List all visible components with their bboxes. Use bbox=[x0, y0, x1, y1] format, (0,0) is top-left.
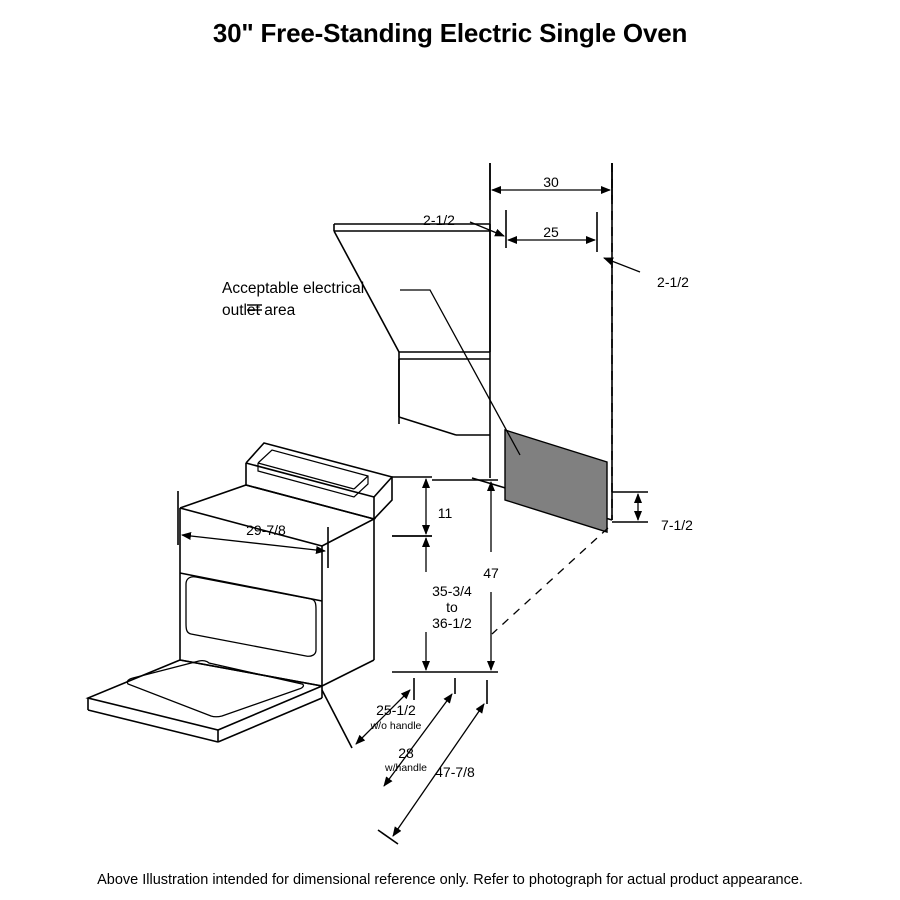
label-depth-no-handle-sub: w/o handle bbox=[370, 720, 422, 732]
label-top-width: 30 bbox=[543, 174, 559, 190]
acceptable-outlet-area bbox=[505, 430, 607, 532]
upper-cabinet bbox=[334, 224, 490, 435]
label-backguard-height: 11 bbox=[437, 505, 453, 521]
dim-backguard-height bbox=[392, 477, 432, 536]
label-inner-width: 25 bbox=[543, 224, 559, 240]
footnote-text: Above Illustration intended for dimensional reference only. Refer to photograph for actual product appearance. bbox=[97, 872, 803, 888]
label-depth-no-handle: 25-1/2 bbox=[376, 702, 416, 718]
label-cooktop-height-1: 35-3/4 bbox=[432, 583, 472, 599]
label-depth-door-open: 47-7/8 bbox=[435, 764, 475, 780]
dim-right-offset bbox=[604, 258, 640, 272]
page-title: 30" Free-Standing Electric Single Oven bbox=[212, 18, 688, 48]
label-left-offset: 2-1/2 bbox=[423, 212, 455, 228]
label-outlet-height: 7-1/2 bbox=[661, 517, 693, 533]
dim-outlet-height bbox=[612, 492, 648, 522]
outlet-note-line-2: outlet area bbox=[222, 302, 296, 319]
dim-cooktop-height bbox=[392, 536, 432, 672]
label-range-width: 29-7/8 bbox=[246, 522, 286, 538]
label-cooktop-height-2: 36-1/2 bbox=[432, 615, 472, 631]
label-depth-with-handle: 28 bbox=[398, 745, 414, 761]
label-right-offset: 2-1/2 bbox=[657, 274, 689, 290]
outlet-note-line-1: Acceptable electrical bbox=[222, 280, 365, 297]
outlet-leader-line bbox=[400, 290, 520, 455]
outlet-note bbox=[222, 280, 364, 319]
label-total-height: 47 bbox=[483, 565, 499, 581]
label-cooktop-height-to: to bbox=[446, 599, 458, 615]
wall-to-range-reference bbox=[492, 528, 608, 634]
range-body bbox=[88, 443, 392, 742]
label-depth-with-handle-sub: w/handle bbox=[384, 762, 428, 774]
